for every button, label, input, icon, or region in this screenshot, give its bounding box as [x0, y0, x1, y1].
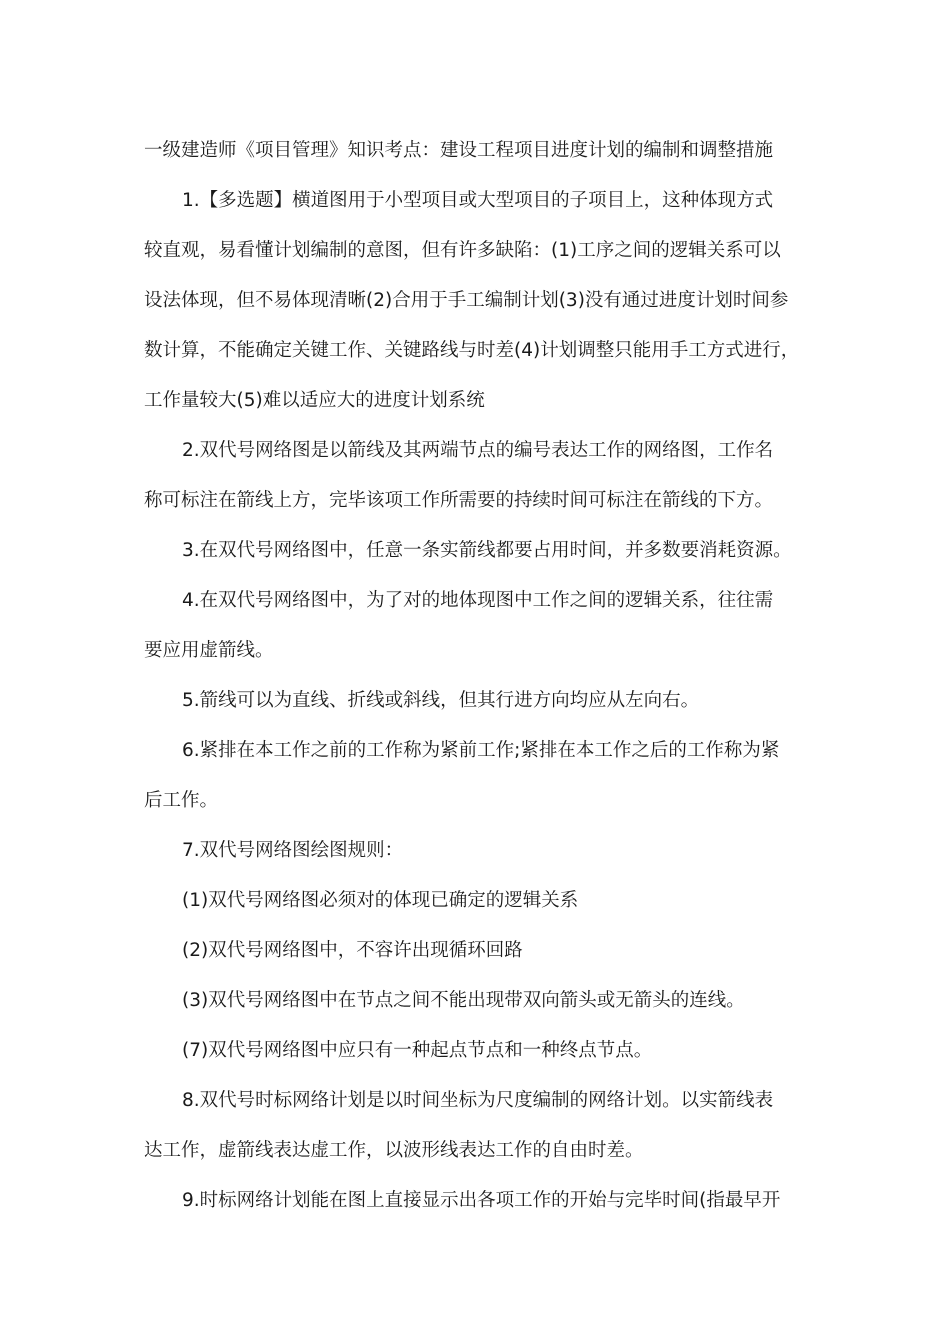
paragraph-line: 数计算，不能确定关键工作、关键路线与时差(4)计划调整只能用手工方式进行， [144, 340, 800, 361]
paragraph-line: 要应用虚箭线。 [144, 640, 274, 661]
paragraph-line: 设法体现，但不易体现清晰(2)合用于手工编制计划(3)没有通过进度计划时间参 [144, 290, 789, 311]
paragraph-line: 4.在双代号网络图中，为了对的地体现图中工作之间的逻辑关系，往往需 [182, 590, 774, 611]
paragraph-line: 称可标注在箭线上方，完毕该项工作所需要的持续时间可标注在箭线的下方。 [144, 490, 774, 511]
paragraph-line: 达工作，虚箭线表达虚工作，以波形线表达工作的自由时差。 [144, 1140, 644, 1161]
paragraph-line: 后工作。 [144, 790, 219, 811]
paragraph-line: 3.在双代号网络图中，任意一条实箭线都要占用时间，并多数要消耗资源。 [182, 540, 792, 561]
paragraph-line: 2.双代号网络图是以箭线及其两端节点的编号表达工作的网络图，工作名 [182, 440, 774, 461]
paragraph-line: 1.【多选题】横道图用于小型项目或大型项目的子项目上，这种体现方式 [182, 190, 774, 211]
paragraph-line: 6.紧排在本工作之前的工作称为紧前工作;紧排在本工作之后的工作称为紧 [182, 740, 780, 761]
paragraph-line: 工作量较大(5)难以适应大的进度计划系统 [144, 390, 485, 411]
paragraph-line: 5.箭线可以为直线、折线或斜线，但其行进方向均应从左向右。 [182, 690, 700, 711]
paragraph-line: (3)双代号网络图中在节点之间不能出现带双向箭头或无箭头的连线。 [182, 990, 745, 1011]
paragraph-line: 较直观，易看懂计划编制的意图，但有许多缺陷：(1)工序之间的逻辑关系可以 [144, 240, 781, 261]
document-title: 一级建造师《项目管理》知识考点：建设工程项目进度计划的编制和调整措施 [144, 140, 774, 161]
paragraph-line: (1)双代号网络图必须对的体现已确定的逻辑关系 [182, 890, 579, 911]
paragraph-line: 7.双代号网络图绘图规则： [182, 840, 404, 861]
paragraph-line: 8.双代号时标网络计划是以时间坐标为尺度编制的网络计划。以实箭线表 [182, 1090, 774, 1111]
paragraph-line: 9.时标网络计划能在图上直接显示出各项工作的开始与完毕时间(指最早开 [182, 1190, 781, 1211]
document-body [144, 126, 808, 1226]
paragraph-line: (7)双代号网络图中应只有一种起点节点和一种终点节点。 [182, 1040, 653, 1061]
paragraph-line: (2)双代号网络图中，不容许出现循环回路 [182, 940, 523, 961]
